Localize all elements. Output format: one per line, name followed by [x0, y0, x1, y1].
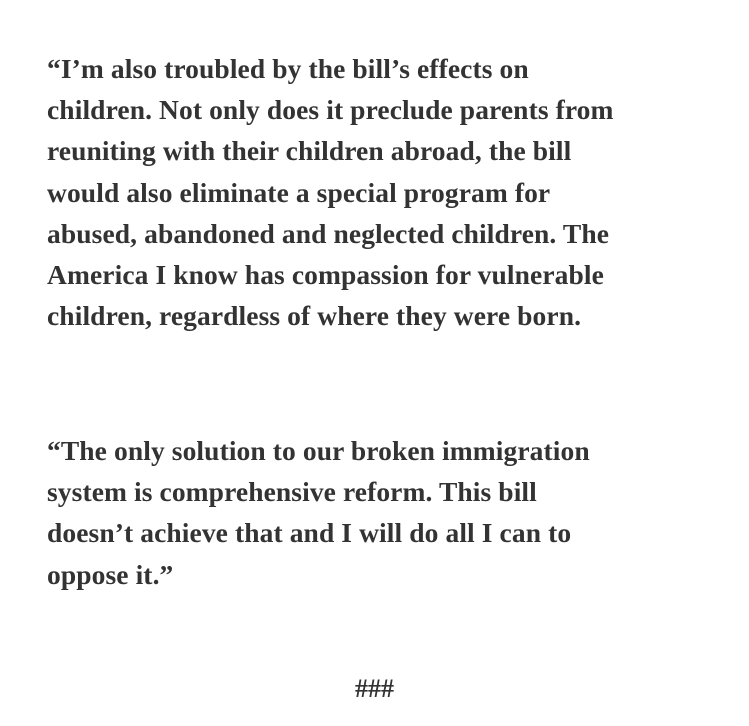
paragraph-line: “I’m also troubled by the bill’s effects on — [47, 53, 529, 84]
paragraph-line: oppose it.” — [47, 558, 174, 590]
paragraph-line: “The only solution to our broken immigration — [47, 435, 590, 466]
paragraph-line: reuniting with their children abroad, the bill — [47, 135, 572, 167]
paragraph-line: America I know has compassion for vulnerable — [47, 259, 604, 291]
paragraph-line: doesn’t achieve that and I will do all I can to — [47, 517, 572, 549]
statement-paragraph-reform — [47, 430, 590, 595]
end-of-release-mark: ### — [355, 674, 394, 703]
paragraph-line: children, regardless of where they were born. — [47, 300, 582, 332]
paragraph-line: children. Not only does it preclude parents from — [47, 94, 614, 126]
paragraph-line: system is comprehensive reform. This bill — [47, 476, 537, 508]
paragraph-line: would also eliminate a special program for — [47, 176, 551, 208]
statement-paragraph-children — [47, 48, 614, 336]
paragraph-line: abused, abandoned and neglected children. The — [47, 217, 610, 249]
